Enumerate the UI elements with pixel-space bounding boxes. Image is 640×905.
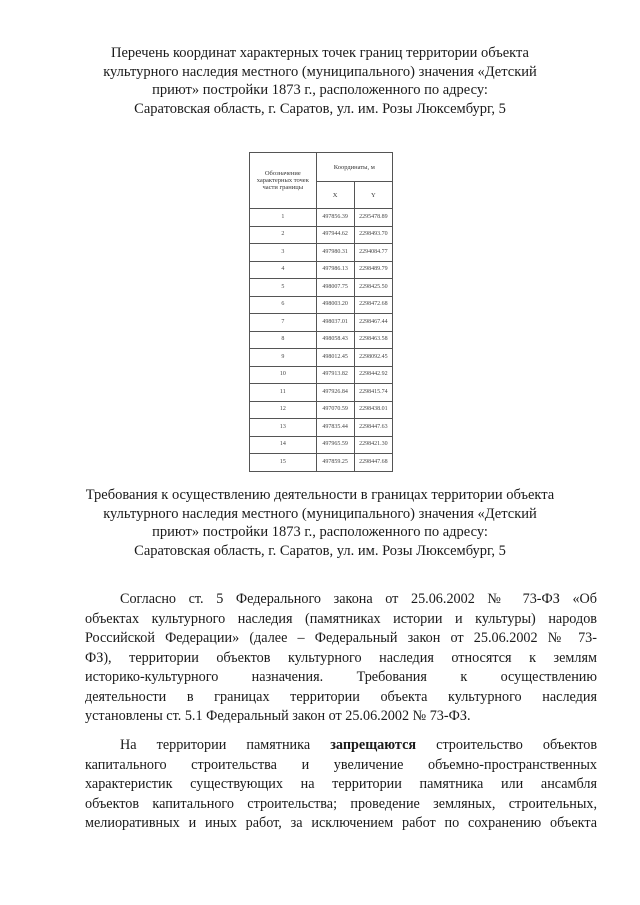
y-coordinate-cell: 2298438.01	[354, 401, 392, 419]
table-row	[250, 296, 393, 314]
paragraph-line: характеристик существующих на территории памятника или ансамбля	[85, 776, 597, 792]
y-coordinate-cell: 2298092.45	[354, 349, 392, 367]
paragraph-line: деятельности в границах территории объекта культурного наследия	[85, 688, 597, 705]
x-coordinate-cell: 498003.20	[316, 296, 354, 314]
paragraph-line: ФЗ), территории объектов культурного наследия относятся к землям	[85, 649, 597, 666]
table-row	[250, 366, 393, 384]
table-row	[250, 349, 393, 367]
heading-line: культурного наследия местного (муниципального) значения «Детский	[103, 505, 537, 522]
x-coordinate-cell: 497859.25	[316, 454, 354, 472]
paragraph-first-line	[85, 736, 597, 756]
coordinates-table-body	[250, 209, 393, 472]
heading-line: Саратовская область, г. Саратов, ул. им. Розы Люксембург, 5	[134, 100, 506, 117]
table-row	[250, 384, 393, 402]
y-coordinate-cell: 2298489.79	[354, 261, 392, 279]
paragraph-line: Российской Федерации» (далее – Федеральный закон от 25.06.2002 № 73-	[85, 630, 597, 646]
paragraph-line: объектах культурного наследия (памятниках истории и культуры) народов	[85, 610, 597, 627]
point-number-cell: 4	[250, 261, 317, 279]
y-coordinate-cell: 2298447.68	[354, 454, 392, 472]
x-coordinate-cell: 498007.75	[316, 279, 354, 297]
requirements-heading	[60, 486, 580, 560]
x-coordinate-cell: 497986.13	[316, 261, 354, 279]
table-row	[250, 314, 393, 332]
coordinates-table	[249, 152, 393, 472]
paragraph-line: объектов капитального строительства; проведение земляных, строительных,	[85, 795, 597, 812]
col-x-header: X	[316, 182, 354, 209]
point-number-cell: 1	[250, 209, 317, 227]
point-number-cell: 5	[250, 279, 317, 297]
heading-line: приют» постройки 1873 г., расположенного по адресу:	[152, 524, 488, 540]
point-number-cell: 11	[250, 384, 317, 402]
y-coordinate-cell: 2298442.92	[354, 366, 392, 384]
prohibitions-paragraph	[85, 736, 597, 834]
x-coordinate-cell: 497070.59	[316, 401, 354, 419]
y-coordinate-cell: 2298472.68	[354, 296, 392, 314]
y-coordinate-cell: 2294084.77	[354, 244, 392, 262]
paragraph-lead: На территории памятника	[120, 737, 311, 753]
point-number-cell: 8	[250, 331, 317, 349]
table-row	[250, 209, 393, 227]
paragraph-line: установлены ст. 5.1 Федеральный закон от 25.06.2002 № 73-ФЗ.	[85, 708, 471, 724]
y-coordinate-cell: 2298467.44	[354, 314, 392, 332]
point-number-cell: 7	[250, 314, 317, 332]
x-coordinate-cell: 497913.82	[316, 366, 354, 384]
point-number-cell: 9	[250, 349, 317, 367]
table-row	[250, 279, 393, 297]
x-coordinate-cell: 497980.31	[316, 244, 354, 262]
table-row	[250, 331, 393, 349]
prohibited-keyword: запрещаются	[330, 737, 417, 753]
y-coordinate-cell: 2298493.70	[354, 226, 392, 244]
x-coordinate-cell: 497944.62	[316, 226, 354, 244]
table-row	[250, 261, 393, 279]
y-coordinate-cell: 2298447.63	[354, 419, 392, 437]
table-row	[250, 436, 393, 454]
heading-line: Саратовская область, г. Саратов, ул. им. Розы Люксембург, 5	[134, 542, 506, 559]
y-coordinate-cell: 2298421.30	[354, 436, 392, 454]
point-number-cell: 10	[250, 366, 317, 384]
point-number-cell: 12	[250, 401, 317, 419]
table-row	[250, 401, 393, 419]
table-row	[250, 244, 393, 262]
x-coordinate-cell: 497926.84	[316, 384, 354, 402]
col-point-header: Обозначение характерных точек части границы	[250, 153, 317, 209]
y-coordinate-cell: 2298415.74	[354, 384, 392, 402]
y-coordinate-cell: 2295478.89	[354, 209, 392, 227]
x-coordinate-cell: 497965.59	[316, 436, 354, 454]
heading-line: приют» постройки 1873 г., расположенного по адресу:	[152, 82, 488, 98]
paragraph-line: капитального строительства и увеличение объемно-пространственных	[85, 756, 597, 773]
point-number-cell: 6	[250, 296, 317, 314]
point-number-cell: 3	[250, 244, 317, 262]
col-y-header: Y	[354, 182, 392, 209]
y-coordinate-cell: 2298463.58	[354, 331, 392, 349]
table-row	[250, 419, 393, 437]
x-coordinate-cell: 498037.01	[316, 314, 354, 332]
coordinates-heading	[60, 44, 580, 118]
x-coordinate-cell: 497835.44	[316, 419, 354, 437]
x-coordinate-cell: 497856.39	[316, 209, 354, 227]
heading-line: Перечень координат характерных точек границ территории объекта	[111, 45, 529, 61]
table-row	[250, 454, 393, 472]
paragraph-line: Согласно ст. 5 Федерального закона от 25.06.2002 № 73-ФЗ «Об	[120, 591, 597, 607]
paragraph-line: историко-культурного назначения. Требования к осуществлению	[85, 669, 597, 685]
heading-line: культурного наследия местного (муниципального) значения «Детский	[103, 63, 537, 80]
heading-line: Требования к осуществлению деятельности в границах территории объекта	[85, 487, 555, 503]
x-coordinate-cell: 498058.43	[316, 331, 354, 349]
point-number-cell: 15	[250, 454, 317, 472]
col-coords-header: Координаты, м	[316, 153, 392, 182]
table-row	[250, 226, 393, 244]
point-number-cell: 13	[250, 419, 317, 437]
paragraph-line: мелиоративных и иных работ, за исключением работ по сохранению объекта	[85, 815, 597, 831]
point-number-cell: 2	[250, 226, 317, 244]
law-reference-paragraph	[85, 590, 597, 727]
x-coordinate-cell: 498012.45	[316, 349, 354, 367]
y-coordinate-cell: 2298425.50	[354, 279, 392, 297]
point-number-cell: 14	[250, 436, 317, 454]
paragraph-lead-rest: строительство объектов	[436, 737, 598, 753]
